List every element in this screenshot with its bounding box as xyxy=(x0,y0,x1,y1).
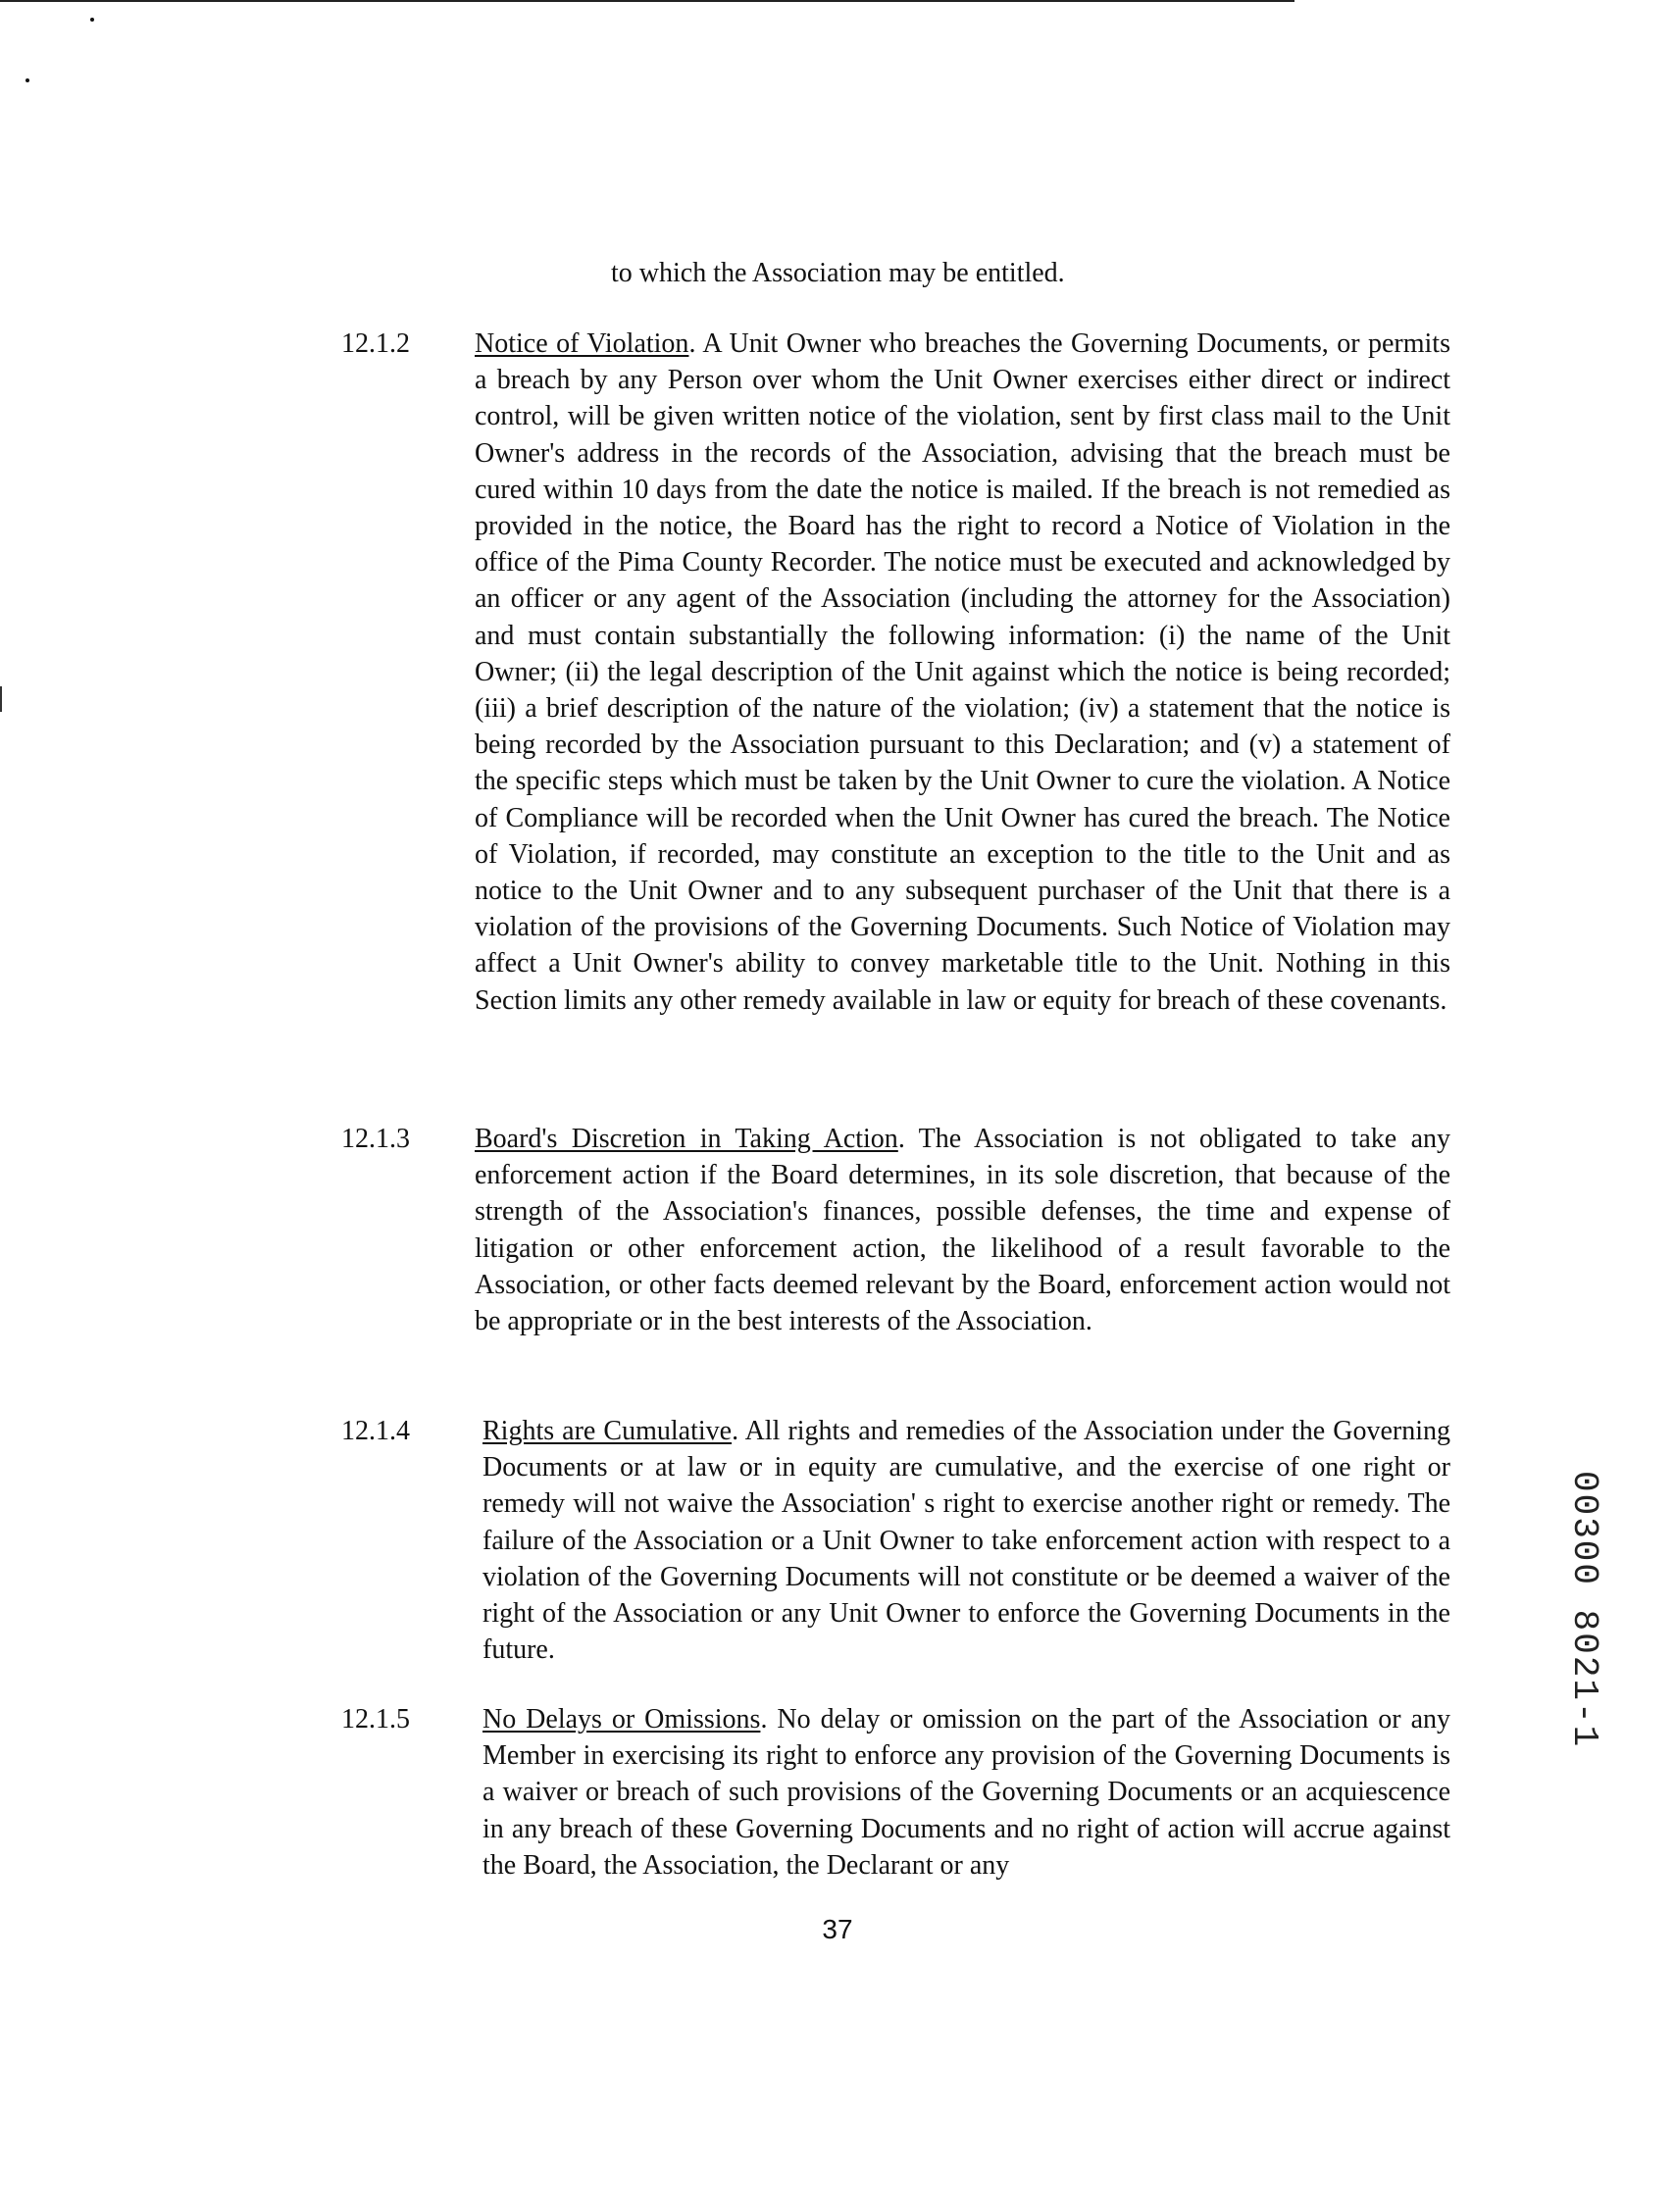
scan-speck xyxy=(25,78,29,82)
section-body xyxy=(482,1413,1450,1668)
section-body xyxy=(482,1701,1450,1884)
page-number: 37 xyxy=(822,1914,853,1944)
section-number: 12.1.3 xyxy=(341,1124,410,1154)
recording-stamp-text: 00300 8021-1 xyxy=(1564,1471,1604,1749)
section-number: 12.1.5 xyxy=(341,1704,410,1734)
section-body xyxy=(475,326,1450,1019)
section-heading: Board's Discretion in Taking Action xyxy=(475,1124,898,1154)
section-heading: No Delays or Omissions xyxy=(482,1704,761,1734)
section-number: 12.1.4 xyxy=(341,1416,410,1446)
section-text: . The Association is not obligated to take any enforcement action if the Board determines, in its sole discretion, that because of the strength of the Association's finances, possible defenses, the time and expense of litigation or other enforcement action, the likelihood of a result favorable to the Association, or other facts deemed relevant by the Board, enforcement action would not be appropriate or in the best interests of the Association. xyxy=(475,1124,1451,1337)
section-text: . A Unit Owner who breaches the Governing Documents, or permits a breach by any Person over whom the Unit Owner exercises either direct or indirect control, will be given written notice of the violation, sent by first class mail to the Unit Owner's address in the records of the Association, advising that the breach must be cured within 10 days from the date the notice is mailed. If the breach is not remedied as provided in the notice, the Board has the right to record a Notice of Violation in the office of the Pima County Recorder. The notice must be executed and acknowledged by an officer or any agent of the Association (including the attorney for the Association) and must contain substantially the following information: (i) the name of the Unit Owner; (ii) the legal description of the Unit against which the notice is being recorded; (iii) a brief description of the nature of the violation; (iv) a statement that the notice is being recorded by the Association pursuant to this Declaration; and (v) a statement of the specific steps which must be taken by the Unit Owner to cure the violation. A Notice of Compliance will be recorded when the Unit Owner has cured the breach. The Notice of Violation, if recorded, may constitute an exception to the title to the Unit and as notice to the Unit Owner and to any subsequent purchaser of the Unit that there is a violation of the provisions of the Governing Documents. Such Notice of Violation may affect a Unit Owner's ability to convey marketable title to the Unit. Nothing in this Section limits any other remedy available in law or equity for breach of these covenants. xyxy=(475,328,1450,1016)
section-body xyxy=(475,1121,1450,1339)
scan-speck xyxy=(90,18,94,22)
scan-left-edge-mark xyxy=(0,686,2,712)
section-heading: Notice of Violation xyxy=(475,328,689,359)
section-text: . No delay or omission on the part of the Association or any Member in exercising its right to enforce any provision of the Governing Documents is a waiver or breach of such provisions of the Governing Documents or an acquiescence in any breach of these Governing Documents and no right of action will accrue against the Board, the Association, the Declarant or any xyxy=(482,1704,1450,1881)
section-heading: Rights are Cumulative xyxy=(482,1416,733,1446)
scan-top-edge-line xyxy=(0,0,1294,2)
section-number: 12.1.2 xyxy=(341,328,410,359)
section-text: . All rights and remedies of the Association under the Governing Documents or at law or in equity are cumulative, and the exercise of one right or remedy will not waive the Association' s right to exercise another right or remedy. The failure of the Association or a Unit Owner to take enforcement action with respect to a violation of the Governing Documents will not constitute or be deemed a waiver of the right of the Association or any Unit Owner to enforce the Governing Documents in the future. xyxy=(482,1416,1450,1666)
continuation-text: to which the Association may be entitled. xyxy=(611,258,1065,288)
